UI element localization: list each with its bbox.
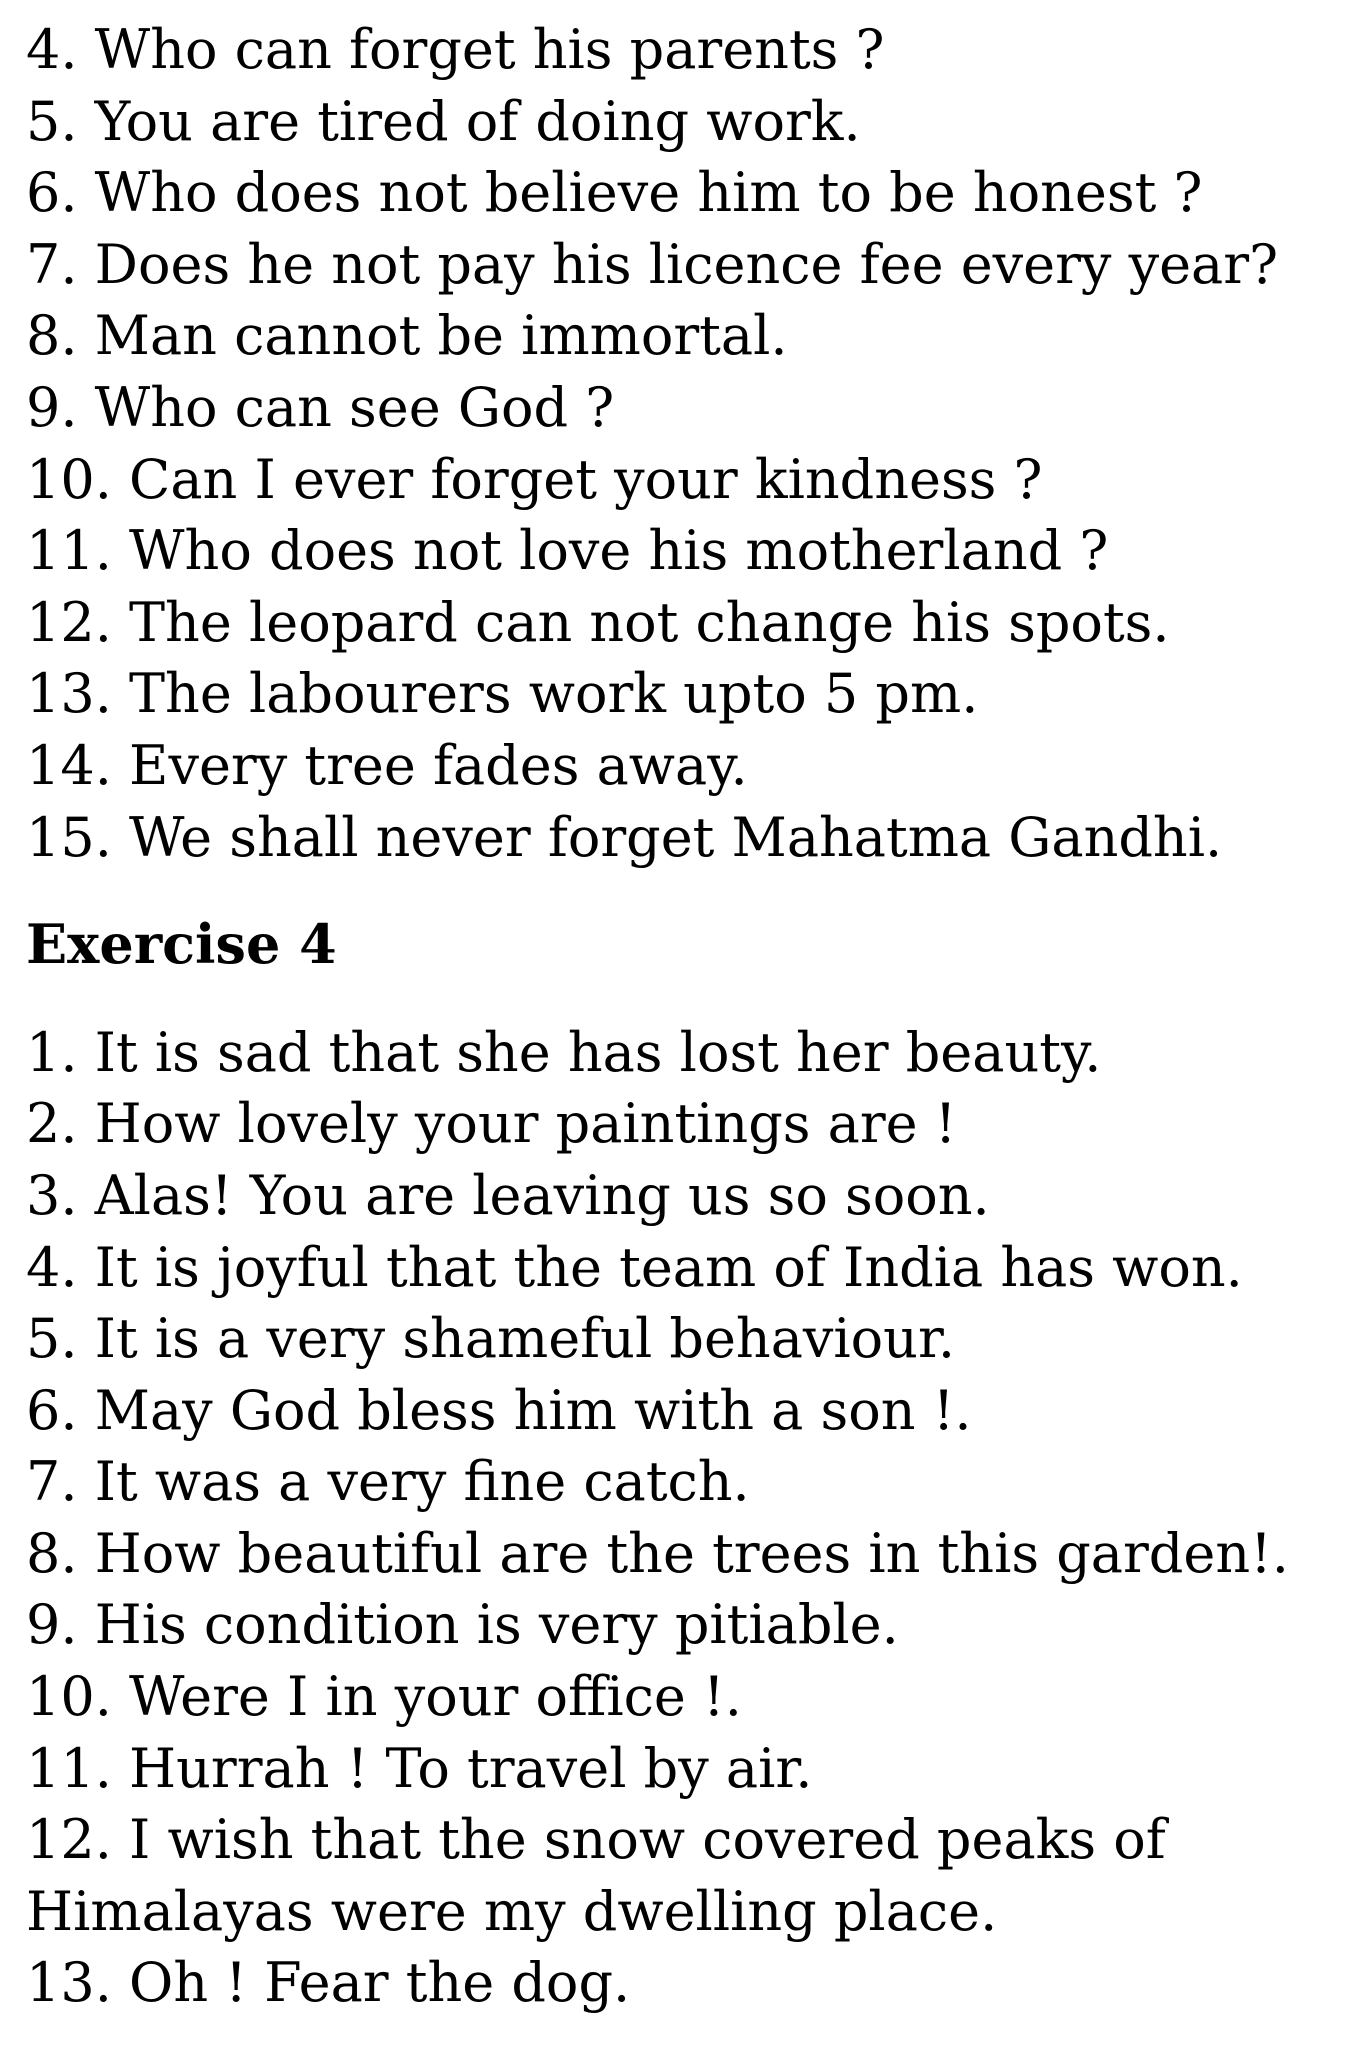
list-item: 11. Hurrah ! To travel by air. — [26, 1736, 813, 1800]
list-item: 13. Oh ! Fear the dog. — [26, 1951, 631, 2015]
list-item: 11. Who does not love his motherland ? — [26, 519, 1109, 583]
exercise-list — [26, 1017, 1328, 2019]
list-item: 4. Who can forget his parents ? — [26, 18, 885, 81]
list-item: 13. The labourers work upto 5 pm. — [26, 662, 979, 726]
list-item: 5. It is a very shameful behaviour. — [26, 1307, 955, 1371]
list-item: 3. Alas! You are leaving us so soon. — [26, 1163, 990, 1227]
list-item: 7. It was a very fine catch. — [26, 1450, 750, 1514]
list-item: 8. Man cannot be immortal. — [26, 304, 788, 368]
list-item: 1. It is sad that she has lost her beauty. — [26, 1020, 1102, 1084]
list-item: 4. It is joyful that the team of India has won. — [26, 1235, 1243, 1299]
list-item: 7. Does he not pay his licence fee every year? — [26, 232, 1279, 296]
list-item: 6. May God bless him with a son !. — [26, 1378, 972, 1442]
list-item: 5. You are tired of doing work. — [26, 89, 861, 153]
list-item: 8. How beautiful are the trees in this garden!. — [26, 1521, 1289, 1585]
list-item: 10. Can I ever forget your kindness ? — [26, 447, 1043, 511]
list-item: 14. Every tree fades away. — [26, 733, 748, 797]
list-item: 9. Who can see God ? — [26, 375, 615, 439]
list-item: 9. His condition is very pitiable. — [26, 1593, 899, 1657]
list-item: 12. The leopard can not change his spots. — [26, 590, 1170, 654]
list-item: 15. We shall never forget Mahatma Gandhi. — [26, 805, 1223, 869]
list-item: 6. Who does not believe him to be honest ? — [26, 161, 1203, 225]
list-item: 12. I wish that the snow covered peaks of Himalayas were my dwelling place. — [26, 1808, 1166, 1943]
previous-exercise-list — [26, 14, 1328, 873]
exercise-heading: Exercise 4 — [26, 912, 337, 977]
list-item: 10. Were I in your office !. — [26, 1665, 742, 1729]
list-item: 2. How lovely your paintings are ! — [26, 1092, 957, 1156]
